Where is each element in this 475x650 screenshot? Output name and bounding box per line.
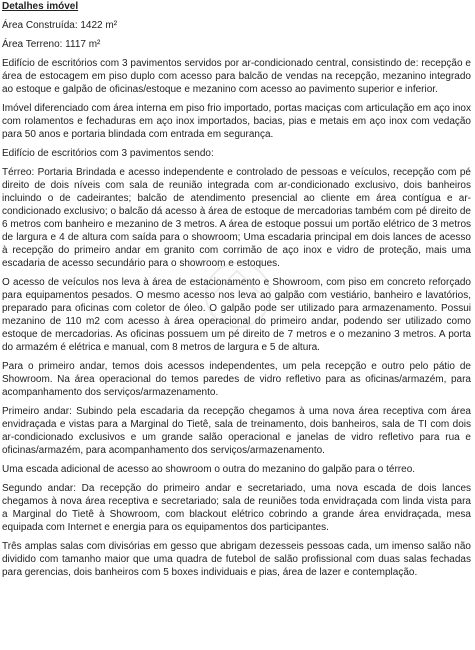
paragraph-finishes: Imóvel diferenciado com área interna em piso frio importado, portas maciças com articulação em aço inox com rolamentos e fechaduras em aço inox importados, bacias, pias e metais em aço inox com vedação para 50 anos e portaria blindada com entrada em segurança. xyxy=(2,103,471,140)
paragraph-first-floor: Primeiro andar: Subindo pela escadaria da recepção chegamos à uma nova área receptiva com área envidraçada e vistas para a Marginal do Tietê, sala de treinamento, dois banheiros, sala de TI com dois ar-condicionado exclusivos e um grande salão operacional e janelas de vidro refletivo para rua e oficinas/armazém, para acompanhamento dos serviços/armazenamento. xyxy=(2,406,471,456)
property-details xyxy=(2,0,471,585)
paragraph-first-floor-access: Para o primeiro andar, temos dois acessos independentes, um pela recepção e outro pelo pátio de Showroom. Na área operacional do temos paredes de vidro refletivo para as oficinas/armazém, para acompanhamento dos serviços/armazenamento. xyxy=(2,361,471,398)
paragraph-rooms: Três amplas salas com divisórias em gesso que abrigam dezesseis pessoas cada, um imenso salão não dividido com tamanho maior que uma quadra de futebol de salão profissional com duas salas fechadas para gerencias, dois banheiros com 5 boxes individuais e pias, área de lazer e contemplação. xyxy=(2,541,471,578)
paragraph-floors-intro: Edifício de escritórios com 3 pavimentos sendo: xyxy=(2,148,214,159)
paragraph-vehicle-access: O acesso de veículos nos leva à área de estacionamento e Showroom, com piso em concreto reforçado para equipamentos pesados. O mesmo acesso nos leva ao galpão com vestiário, banheiro e lavatórios, preparado para oficinas com coletor de óleo. O galpão pode ser utilizado para armazenamento. Possui mezanino de 110 m2 com acesso à área operacional do primeiro andar, podendo ser utilizado como estoque de mercadorias. As oficinas possuem um pé direito de 7 metros e o mezanino 3 metros. A porta do armazém é elétrica e manual, com 8 metros de largura e 5 de altura. xyxy=(2,277,471,353)
built-area: Área Construída: 1422 m² xyxy=(2,20,118,31)
paragraph-second-floor: Segundo andar: Da recepção do primeiro andar e secretariado, uma nova escada de dois lances chegamos à nova área receptiva e secretariado; sala de reuniões toda envidraçada com linda vista para a Marginal do Tietê à Showroom, com blackout elétrico cobrindo a grande área envidraçada, mesa equipada com Internet e energia para os equipamentos dos participantes. xyxy=(2,483,471,533)
land-area: Área Terreno: 1117 m² xyxy=(2,39,101,50)
section-title: Detalhes imóvel xyxy=(2,1,79,12)
paragraph-additional-stairs: Uma escada adicional de acesso ao showroom o outra do mezanino do galpão para o térreo. xyxy=(2,464,416,475)
paragraph-ground-floor: Térreo: Portaria Brindada e acesso independente e controlado de pessoas e veículos, recepção com pé direito de dois níveis com sala de reunião integrada com ar-condicionado exclusivo, dois banheiros incluindo o de cadeirantes; balcão de atendimento presencial ao cliente em área contígua e ar-condicionado exclusivo; o balcão dá acesso à área de estoque de mercadorias também com pé direito de 6 metros com banheiro e mezanino de 3 metros. A área de estoque possui um portão elétrico de 3 metros de largura e 4 de altura com saída para o showroom; Uma escadaria principal em dois lances de acesso à recepção do primeiro andar em granito com corrimão de aço inox e vidro de proteção, mais uma escadaria de acesso secundário para o showroom e estoques. xyxy=(2,167,471,269)
paragraph-building-summary: Edifício de escritórios com 3 pavimentos servidos por ar-condicionado central, consistindo de: recepção e área de estocagem em piso duplo com acesso para balcão de vendas na recepção, mezanino integrado ao estoque e galpão de oficinas/estoque e mezanino com acesso ao pavimento superior e inferior. xyxy=(2,58,471,95)
